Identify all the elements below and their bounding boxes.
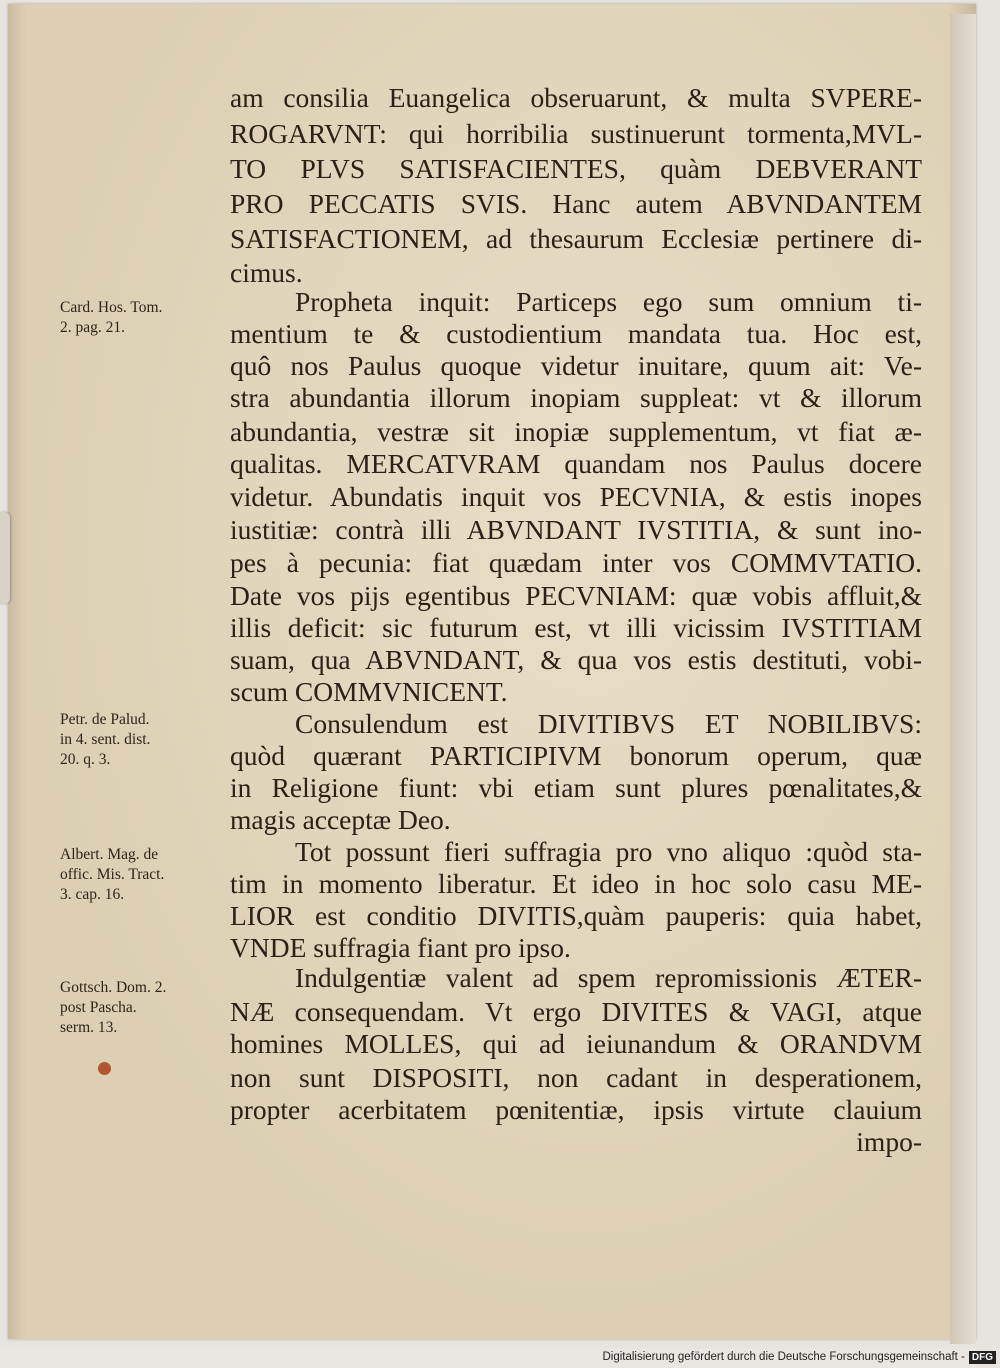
text-line: Tot possunt fieri suffragia pro vno aliquo :quòd sta-	[295, 836, 922, 867]
text-line: LIOR est conditio DIVITIS,quàm pauperis: quia habet,	[230, 900, 922, 931]
note-line: post Pascha.	[60, 999, 137, 1016]
text-line: suam, qua ABVNDANT, & qua vos estis destituti, vobi-	[230, 644, 922, 675]
marginal-note	[60, 710, 232, 770]
text-line: ROGARVNT: qui horribilia sustinuerunt tormenta,MVL-	[230, 118, 922, 149]
text-line: Consulendum est DIVITIBVS ET NOBILIBVS:	[295, 708, 922, 739]
note-line: offic. Mis. Tract.	[60, 866, 165, 883]
text-line: VNDE suffragia fiant pro ipso.	[230, 932, 571, 963]
text-line: magis acceptæ Deo.	[230, 804, 451, 835]
text-line: quô nos Paulus quoque videtur inuitare, quum ait: Ve-	[230, 350, 922, 381]
text-line: homines MOLLES, qui ad ieiunandum & ORANDVM	[230, 1028, 922, 1059]
text-line: cimus.	[230, 257, 303, 288]
note-line: Petr. de Palud.	[60, 711, 150, 728]
text-line: qualitas. MERCATVRAM quandam nos Paulus docere	[230, 448, 922, 479]
text-line: PRO PECCATIS SVIS. Hanc autem ABVNDANTEM	[230, 188, 922, 219]
page-edge	[950, 14, 976, 1344]
credit-text: Digitalisierung gefördert durch die Deutsche Forschungsgemeinschaft -	[602, 1351, 965, 1363]
text-line: TO PLVS SATISFACIENTES, quàm DEBVERANT	[230, 153, 922, 184]
text-line: pes à pecunia: fiat quædam inter vos COMMVTATIO.	[230, 547, 922, 578]
text-line: in Religione fiunt: vbi etiam sunt plures pœnalitates,&	[230, 772, 922, 803]
marginal-note	[60, 298, 232, 338]
digitization-credit	[602, 1348, 996, 1366]
text-line: abundantia, vestræ sit inopiæ supplementum, vt fiat æ-	[230, 416, 922, 447]
text-line: propter acerbitatem pœnitentiæ, ipsis virtute clauium	[230, 1094, 922, 1125]
text-line: non sunt DISPOSITI, non cadant in desperationem,	[230, 1062, 922, 1093]
note-line: serm. 13.	[60, 1019, 118, 1036]
note-line: in 4. sent. dist.	[60, 731, 151, 748]
text-line: Propheta inquit: Particeps ego sum omnium ti-	[295, 286, 922, 317]
text-line: iustitiæ: contrà illi ABVNDANT IVSTITIA, & sunt ino-	[230, 514, 922, 545]
dfg-logo: DFG	[969, 1351, 996, 1364]
text-line: NÆ consequendam. Vt ergo DIVITES & VAGI, atque	[230, 996, 922, 1027]
text-line: illis deficit: sic futurum est, vt illi vicissim IVSTITIAM	[230, 612, 922, 643]
note-line: 20. q. 3.	[60, 751, 111, 768]
text-line: Date vos pijs egentibus PECVNIAM: quæ vobis affluit,&	[230, 580, 922, 611]
page-tab	[0, 512, 10, 604]
note-line: Card. Hos. Tom.	[60, 299, 163, 316]
text-line: videtur. Abundatis inquit vos PECVNIA, & estis inopes	[230, 481, 922, 512]
note-line: 2. pag. 21.	[60, 319, 126, 336]
text-line: mentium te & custodientium mandata tua. Hoc est,	[230, 318, 922, 349]
note-line: 3. cap. 16.	[60, 886, 125, 903]
catchword: impo-	[856, 1126, 922, 1157]
text-line: SATISFACTIONEM, ad thesaurum Ecclesiæ pertinere di-	[230, 223, 922, 254]
text-line: tim in momento liberatur. Et ideo in hoc solo casu ME-	[230, 868, 922, 899]
text-line: stra abundantia illorum inopiam suppleat: vt & illorum	[230, 382, 922, 413]
marginal-note	[60, 845, 232, 905]
text-line: quòd quærant PARTICIPIVM bonorum operum, quæ	[230, 740, 922, 771]
note-line: Gottsch. Dom. 2.	[60, 979, 167, 996]
text-line: scum COMMVNICENT.	[230, 676, 508, 707]
note-line: Albert. Mag. de	[60, 846, 159, 863]
ink-spot	[98, 1062, 111, 1075]
marginal-note	[60, 978, 232, 1038]
text-line: am consilia Euangelica obseruarunt, & multa SVPERE-	[230, 82, 922, 113]
text-line: Indulgentiæ valent ad spem repromissionis ÆTER-	[295, 962, 922, 993]
